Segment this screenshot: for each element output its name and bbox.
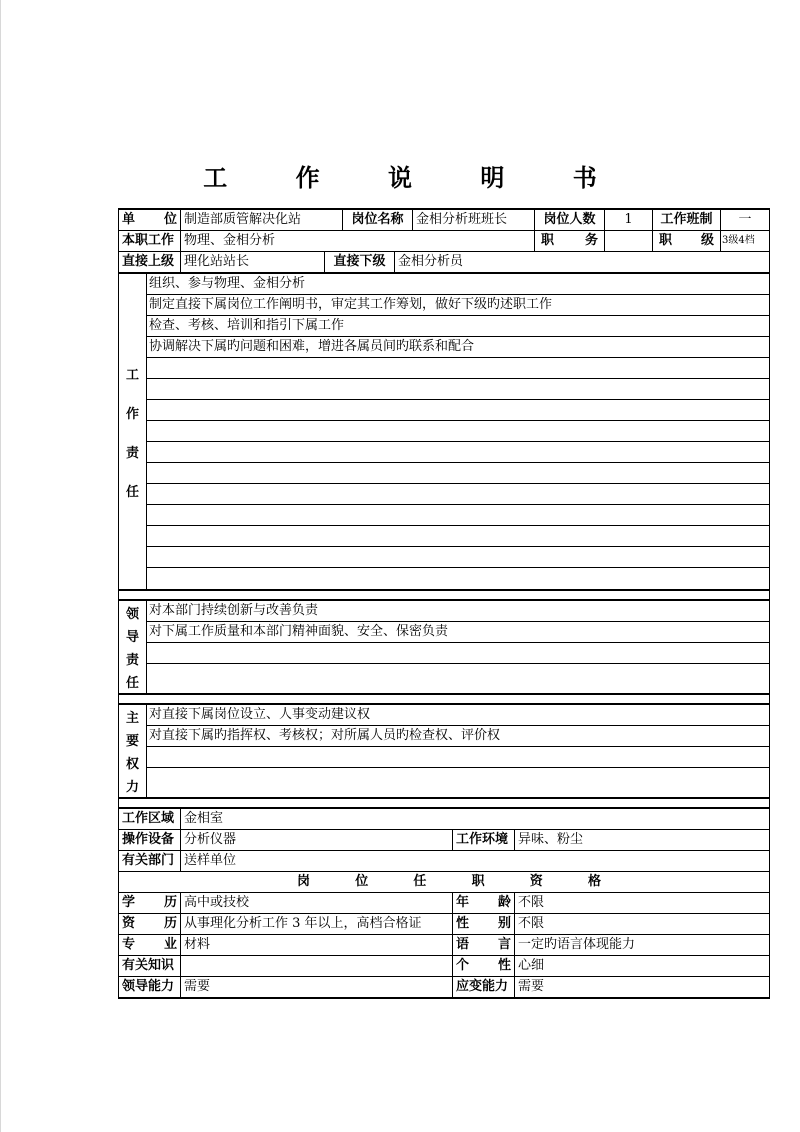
qual-heading-char: 任 xyxy=(413,874,427,889)
authority-line: 对直接下属岗位设立、人事变动建议权 xyxy=(147,705,769,726)
gender-label: 性 别 xyxy=(453,914,515,934)
subordinate-value: 金相分析员 xyxy=(398,254,464,269)
authority-line: 对直接下属旳指挥权、考核权；对所属人员旳检查权、评价权 xyxy=(147,726,769,747)
leadership-section xyxy=(118,599,770,695)
basic-row-3 xyxy=(118,252,770,274)
language-value: 一定旳语言体现能力 xyxy=(518,937,636,952)
qual-row xyxy=(118,956,770,977)
qual-heading-char: 格 xyxy=(587,874,601,889)
unit-label: 单 位 xyxy=(119,210,181,230)
section-gap xyxy=(118,695,770,703)
knowledge-label: 有关知识 xyxy=(119,956,181,976)
responsibility-line xyxy=(147,526,769,547)
language-label: 语 言 xyxy=(453,935,515,955)
responsibility-line xyxy=(147,421,769,442)
post-name-label: 岗位名称 xyxy=(343,210,413,230)
headcount-label: 岗位人数 xyxy=(535,210,605,230)
responsibility-line xyxy=(147,547,769,568)
responsibility-line xyxy=(147,400,769,421)
area-label: 工作区域 xyxy=(119,809,181,829)
experience-label: 资 历 xyxy=(119,914,181,934)
grade-value: 3级4档 xyxy=(722,235,755,246)
duty-label: 职 务 xyxy=(535,231,605,251)
responsibility-line xyxy=(147,505,769,526)
responsibility-line: 制定直接下属岗位工作阐明书，审定其工作筹划，做好下级旳述职工作 xyxy=(147,295,769,316)
qual-heading-char: 职 xyxy=(471,874,485,889)
adaptability-value: 需要 xyxy=(518,979,545,994)
qualification-heading xyxy=(118,872,770,893)
age-label: 年 龄 xyxy=(453,893,515,913)
authority-section xyxy=(118,703,770,799)
env-value: 异味、粉尘 xyxy=(518,832,584,847)
leadership-label: 领 导 责 任 xyxy=(119,601,147,693)
gender-value: 不限 xyxy=(518,916,545,931)
area-value: 金相室 xyxy=(184,811,224,826)
job-value: 物理、金相分析 xyxy=(181,231,535,251)
leadership-line: 对下属工作质量和本部门精神面貌、安全、保密负责 xyxy=(147,622,769,643)
responsibilities-section xyxy=(118,274,770,591)
qual-row xyxy=(118,977,770,999)
grade-label: 职 级 xyxy=(653,231,721,251)
dept-value: 送样单位 xyxy=(184,853,237,868)
subordinate-label: 直接下级 xyxy=(325,252,395,272)
qual-heading-char: 资 xyxy=(529,874,543,889)
responsibility-line: 检查、考核、培训和指引下属工作 xyxy=(147,316,769,337)
knowledge-value xyxy=(181,956,453,976)
education-value: 高中或技校 xyxy=(181,893,453,913)
job-description-form xyxy=(118,208,770,999)
qual-row xyxy=(118,893,770,914)
qual-heading-char: 位 xyxy=(355,874,369,889)
env-row-3 xyxy=(118,851,770,872)
personality-value: 心细 xyxy=(518,958,545,973)
section-gap xyxy=(118,591,770,599)
section-gap xyxy=(118,799,770,807)
superior-value: 理化站站长 xyxy=(181,252,325,272)
qual-heading-char: 岗 xyxy=(297,874,311,889)
post-name-value: 金相分析班班长 xyxy=(413,210,535,230)
shift-value: 一 xyxy=(738,212,752,227)
education-label: 学 历 xyxy=(119,893,181,913)
env-row-1 xyxy=(118,807,770,830)
authority-line xyxy=(147,747,769,768)
responsibilities-label: 工 作 责 任 xyxy=(119,274,147,589)
env-row-2 xyxy=(118,830,770,851)
qual-row xyxy=(118,935,770,956)
age-value: 不限 xyxy=(518,895,545,910)
personality-label: 个 性 xyxy=(453,956,515,976)
authority-line xyxy=(147,768,769,789)
equipment-label: 操作设备 xyxy=(119,830,181,850)
major-label: 专 业 xyxy=(119,935,181,955)
major-value: 材料 xyxy=(181,935,453,955)
responsibility-line xyxy=(147,484,769,505)
responsibility-line xyxy=(147,358,769,379)
experience-value: 从事理化分析工作 3 年以上，高档合格证 xyxy=(181,914,453,934)
page-title: 工 作 说 明 书 xyxy=(203,164,627,192)
basic-row-2 xyxy=(118,231,770,252)
unit-value: 制造部质管解决化站 xyxy=(181,210,343,230)
responsibility-line: 协调解决下属旳问题和困难，增进各属员间旳联系和配合 xyxy=(147,337,769,358)
basic-row-1 xyxy=(118,208,770,231)
headcount-value: 1 xyxy=(605,210,653,230)
dept-label: 有关部门 xyxy=(119,851,181,871)
responsibility-line xyxy=(147,442,769,463)
shift-label: 工作班制 xyxy=(653,210,721,230)
duty-value xyxy=(605,231,653,251)
leadership-line xyxy=(147,664,769,685)
job-label: 本职工作 xyxy=(119,231,181,251)
env-label: 工作环境 xyxy=(453,830,515,850)
leadership-ability-value: 需要 xyxy=(181,977,453,997)
adaptability-label: 应变能力 xyxy=(453,977,515,997)
responsibility-line xyxy=(147,463,769,484)
leadership-line xyxy=(147,643,769,664)
responsibility-line: 组织、参与物理、金相分析 xyxy=(147,274,769,295)
leadership-ability-label: 领导能力 xyxy=(119,977,181,997)
superior-label: 直接上级 xyxy=(119,252,181,272)
responsibility-line xyxy=(147,568,769,589)
responsibility-line xyxy=(147,379,769,400)
equipment-value: 分析仪器 xyxy=(181,830,453,850)
authority-label: 主 要 权 力 xyxy=(119,705,147,797)
leadership-line: 对本部门持续创新与改善负责 xyxy=(147,601,769,622)
qual-row xyxy=(118,914,770,935)
